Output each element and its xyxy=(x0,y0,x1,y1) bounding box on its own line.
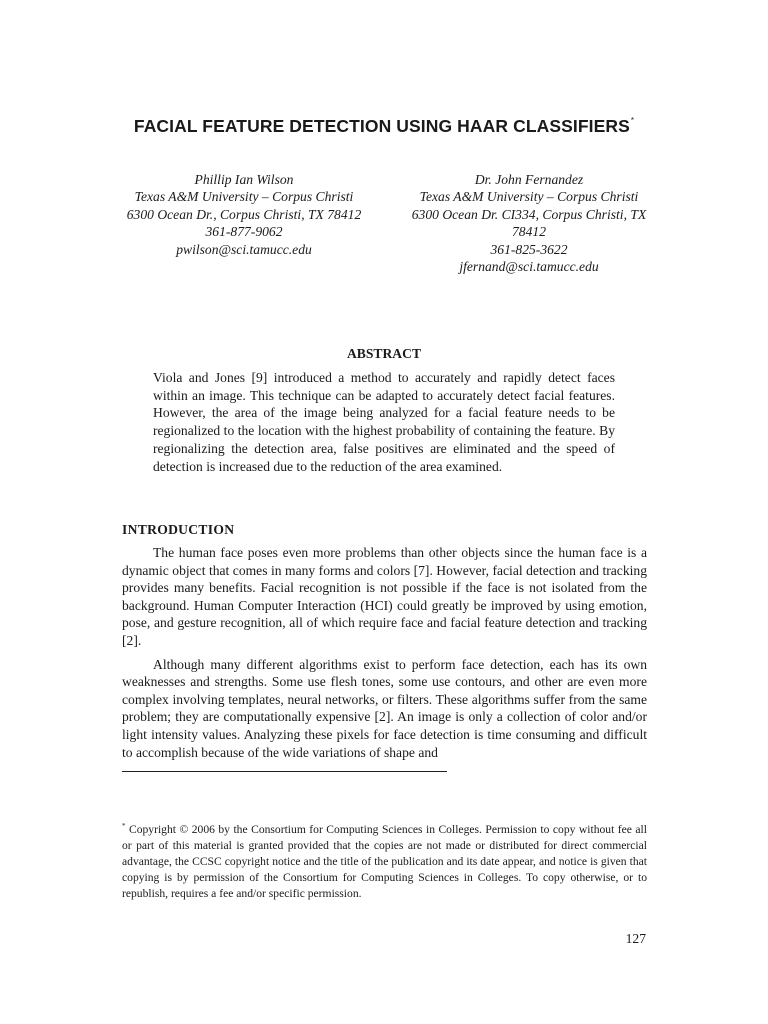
paper-title xyxy=(0,116,768,137)
footnote-mark: * xyxy=(122,822,126,830)
author-affiliation: Texas A&M University – Corpus Christi xyxy=(134,189,354,205)
author-address: 6300 Ocean Dr., Corpus Christi, TX 78412 xyxy=(126,206,362,222)
author-name: Phillip Ian Wilson xyxy=(194,172,294,187)
footnote-text: Copyright © 2006 by the Consortium for Computing Sciences in Colleges. Permission to copy without fee all or part of this material is granted provided that the copies are not made or distributed for direct commercial advantage, the CCSC copyright notice and the title of the publication and its date appear, and notice is given that copying is by permission of the Consortium for Computing Sciences in Colleges. To copy otherwise, or to republish, requires a fee and/or specific permission. xyxy=(122,823,647,901)
title-text: FACIAL FEATURE DETECTION USING HAAR CLASSIFIERS xyxy=(133,116,630,136)
author-affiliation: Texas A&M University – Corpus Christi xyxy=(419,189,639,205)
introduction-body xyxy=(122,544,647,767)
introduction-heading: INTRODUCTION xyxy=(122,522,235,537)
footnote-divider xyxy=(122,771,447,772)
author-email: pwilson@sci.tamucc.edu xyxy=(176,241,312,257)
title-footnote-mark: * xyxy=(630,116,635,125)
introduction-paragraph-2: Although many different algorithms exist to perform face detection, each has its own weaknesses and strengths. Some use flesh tones, some use contours, and other are even more complex involving templates, neural networks, or filters. These algorithms suffer from the same problem; they are computationally expensive [2]. An image is only a collection of color and/or light intensity values. Analyzing these pixels for face detection is time consuming and difficult to accomplish because of the wide variations of shape and xyxy=(122,656,647,760)
author-name: Dr. John Fernandez xyxy=(474,172,584,187)
author-block-1 xyxy=(124,171,364,258)
author-phone: 361-877-9062 xyxy=(205,224,283,240)
author-block-2 xyxy=(409,171,649,275)
abstract-heading: ABSTRACT xyxy=(346,346,422,361)
page-number: 127 xyxy=(625,931,646,946)
author-email: jfernand@sci.tamucc.edu xyxy=(459,259,599,275)
abstract-text: Viola and Jones [9] introduced a method to accurately and rapidly detect faces within an image. This technique can be adapted to accurately detect facial features. However, the area of the image being analyzed for a facial feature needs to be regionalized to the location with the highest probability of containing the feature. By regionalizing the detection area, false positives are eliminated and the speed of detection is increased due to the reduction of the area examined. xyxy=(153,370,615,474)
copyright-footnote xyxy=(122,818,647,902)
author-phone: 361-825-3622 xyxy=(490,241,568,257)
introduction-paragraph-1: The human face poses even more problems than other objects since the human face is a dynamic object that comes in many forms and colors [7]. However, facial detection and tracking provides many benefits. Facial recognition is not possible if the face is not isolated from the background. Human Computer Interaction (HCI) could greatly be improved by using emotion, pose, and gesture recognition, all of which require face and facial feature detection and tracking [2]. xyxy=(122,545,647,648)
author-address: 6300 Ocean Dr. CI334, Corpus Christi, TX 78412 xyxy=(411,206,647,240)
